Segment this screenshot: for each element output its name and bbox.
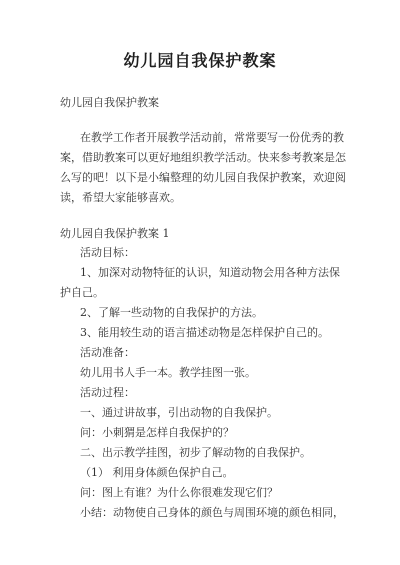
intro-line-2: 案，借助教案可以更好地组织教学活动。快来参考教案是怎 <box>60 151 346 164</box>
body-line-2: 1、加深对动物特征的认识，知道动物会用各种方法保 <box>80 266 340 279</box>
intro-line-3: 么写的吧！以下是小编整理的幼儿园自我保护教案，欢迎阅 <box>60 171 346 184</box>
section-heading: 幼儿园自我保护教案 1 <box>60 227 170 240</box>
document-subtitle: 幼儿园自我保护教案 <box>60 96 159 109</box>
intro-line-1: 在教学工作者开展教学活动前，常常要写一份优秀的教 <box>80 131 344 144</box>
body-line-4: 2、了解一些动物的自我保护的方法。 <box>80 306 263 319</box>
body-line-7: 幼儿用书人手一本。教学挂图一张。 <box>80 366 256 379</box>
body-line-12: （1） 利用身体颜色保护自己。 <box>80 466 234 479</box>
body-line-6: 活动准备： <box>80 346 135 359</box>
body-line-1: 活动目标： <box>80 246 135 259</box>
body-line-13: 问：图上有谁？为什么你很难发现它们？ <box>80 486 278 499</box>
body-line-3: 护自己。 <box>60 286 104 299</box>
document-title: 幼儿园自我保护教案 <box>123 51 277 70</box>
body-line-14: 小结：动物使自己身体的颜色与周围环境的颜色相同， <box>80 506 344 519</box>
body-line-11: 二、出示教学挂图，初步了解动物的自我保护。 <box>80 446 311 459</box>
body-line-5: 3、能用较生动的语言描述动物是怎样保护自己的。 <box>80 326 329 339</box>
body-line-8: 活动过程： <box>80 386 135 399</box>
body-line-9: 一、通过讲故事，引出动物的自我保护。 <box>80 406 278 419</box>
intro-line-4: 读，希望大家能够喜欢。 <box>60 191 181 204</box>
body-line-10: 问：小刺猬是怎样自我保护的？ <box>80 426 234 439</box>
